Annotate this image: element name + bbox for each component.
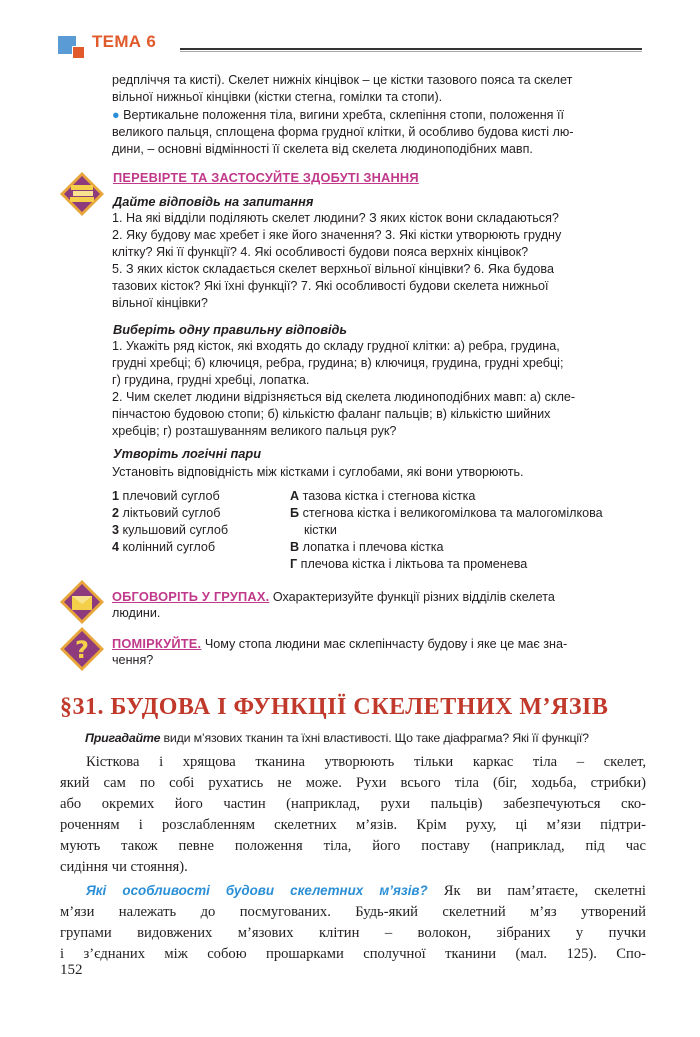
intro-line-2: вільної нижньої кінцівки (кістки стегна, гомілки та стопи). [112, 90, 443, 104]
recall-line: Пригадайте види м’язових тканин та їхні властивості. Що таке діафрагма? Які її функції? [85, 731, 589, 745]
choose-line: 2. Чим скелет людини відрізняється від скелета людиноподібних мавп: а) скле- [112, 390, 576, 404]
pairs-subheading: Утворіть логічні пари [113, 446, 262, 461]
pair-right-item: Б стегнова кістка і великогомілкова та малогомілкова [290, 506, 603, 520]
para-line: або окремих його частин (наприклад, рухи пальців) забезпечуються ско- [60, 796, 646, 812]
choose-line: пінчастою будовою стопи; б) кількістю фаланг пальців; в) кількістю шийних [112, 407, 551, 421]
question-mark-icon [58, 625, 106, 673]
pair-right-item: Г плечова кістка і ліктьова та променева [290, 557, 528, 571]
discuss-line-2: людини. [112, 606, 161, 620]
topic-title: ТЕМА 6 [92, 32, 157, 51]
para-line: який сам по собі рухатись не може. Рухи всього тіла (біг, ходьба, стрибки) [60, 775, 646, 791]
think-line-2: чення? [112, 653, 154, 667]
bullet-line-3: дини, – основні відмінності її скелета від скелета людиноподібних мавп. [112, 142, 533, 156]
para-line: м’язи належать до посмугованих. Будь-який скелетний м’яз утворений [60, 904, 646, 920]
para-line: мують також певне положення тіла, його поставу (наприклад, під час [60, 838, 646, 854]
choose-line: грудні хребці; б) ключиця, ребра, грудина; в) ключиця, грудина, грудні хребці; [112, 356, 564, 370]
intro-bullet [112, 108, 646, 122]
choose-line: хребців; г) розташуванням великого пальця рук? [112, 424, 397, 438]
answer-subheading: Дайте відповідь на запитання [113, 194, 314, 209]
question-line: 5. З яких кісток складається скелет верхньої вільної кінцівки? 6. Яка будова [112, 262, 554, 276]
pair-right-item: В лопатка і плечова кістка [290, 540, 444, 554]
para-line: групами видовжених м’язових клітин – волокон, зібраних у пучки [60, 925, 646, 941]
books-icon [58, 170, 106, 218]
para-line: і з’єднаних між собою прошарками сполучної тканини (мал. 125). Спо- [60, 946, 646, 962]
svg-text:?: ? [75, 636, 89, 664]
header-rule-thin [180, 51, 642, 52]
question-line: 2. Яку будову має хребет і яке його значення? 3. Які кістки утворюють грудну [112, 228, 562, 242]
discuss-group-icon [58, 578, 106, 626]
think-line-1: ПОМІРКУЙТЕ. Чому стопа людини має склепінчасту будову і яке це має зна- [112, 636, 568, 651]
pair-right-item: А тазова кістка і стегнова кістка [290, 489, 476, 503]
bullet-line-1: Вертикальне положення тіла, вигини хребта, склепіння стопи, положення її [123, 108, 565, 122]
choose-line: г) грудина, грудні хребці, лопатка. [112, 373, 310, 387]
discuss-line-1: ОБГОВОРІТЬ У ГРУПАХ. Охарактеризуйте функції різних відділів скелета [112, 589, 555, 604]
section-title: §31. БУДОВА І ФУНКЦІЇ СКЕЛЕТНИХ М’ЯЗІВ [60, 694, 609, 720]
think-label: ПОМІРКУЙТЕ. [112, 636, 202, 651]
choose-subheading: Виберіть одну правильну відповідь [113, 322, 348, 337]
question-line: тазових кісток? Які їхні функції? 7. Які особливості будови скелета нижньої [112, 279, 549, 293]
question-line: клітку? Які її функції? 4. Які особливості будови пояса верхніх кінцівок? [112, 245, 529, 259]
question-line: 1. На які відділи поділяють скелет людини? З яких кісток вони складаються? [112, 211, 559, 225]
question-line: вільної кінцівки? [112, 296, 208, 310]
pair-left-item: 2 ліктьовий суглоб [112, 506, 221, 520]
pair-left-item: 3 кульшовий суглоб [112, 523, 229, 537]
pairs-instruction: Установіть відповідність між кістками і суглобами, які вони утворюють. [112, 465, 524, 479]
header-rule [180, 48, 642, 50]
pair-left-item: 4 колінний суглоб [112, 540, 216, 554]
para-line: сидіння чи стояння). [60, 859, 188, 875]
intro-line-1: редпліччя та кисті). Скелет нижніх кінцівок – це кістки тазового пояса та скелет [112, 73, 573, 87]
pair-right-item-continued: кістки [304, 523, 337, 537]
para-line: Кісткова і хрящова тканина утворюють тільки каркас тіла – скелет, [86, 754, 646, 770]
discuss-label: ОБГОВОРІТЬ У ГРУПАХ. [112, 589, 270, 604]
question-link: Які особливості будови скелетних м’язів? [86, 883, 428, 898]
page-number: 152 [60, 962, 83, 978]
pair-left-item: 1 плечовий суглоб [112, 489, 220, 503]
header-square-orange [72, 46, 85, 59]
choose-line: 1. Укажіть ряд кісток, які входять до складу грудної клітки: а) ребра, грудина, [112, 339, 560, 353]
recall-label: Пригадайте [85, 731, 161, 745]
para-line: роченням і розслабленням скелетних м’язів. Крім руху, ці м’язи підтри- [60, 817, 646, 833]
bullet-line-2: великого пальця, сплощена форма грудної клітки, й особливо будова кисті лю- [112, 125, 574, 139]
para-line: Які особливості будови скелетних м’язів? Як ви пам’ятаєте, скелетні [86, 883, 646, 899]
paragraph-2 [60, 880, 646, 965]
paragraph-1 [60, 752, 646, 878]
check-heading: ПЕРЕВІРТЕ ТА ЗАСТОСУЙТЕ ЗДОБУТІ ЗНАННЯ [113, 170, 419, 185]
bullet-dot-icon: ● [112, 108, 120, 122]
